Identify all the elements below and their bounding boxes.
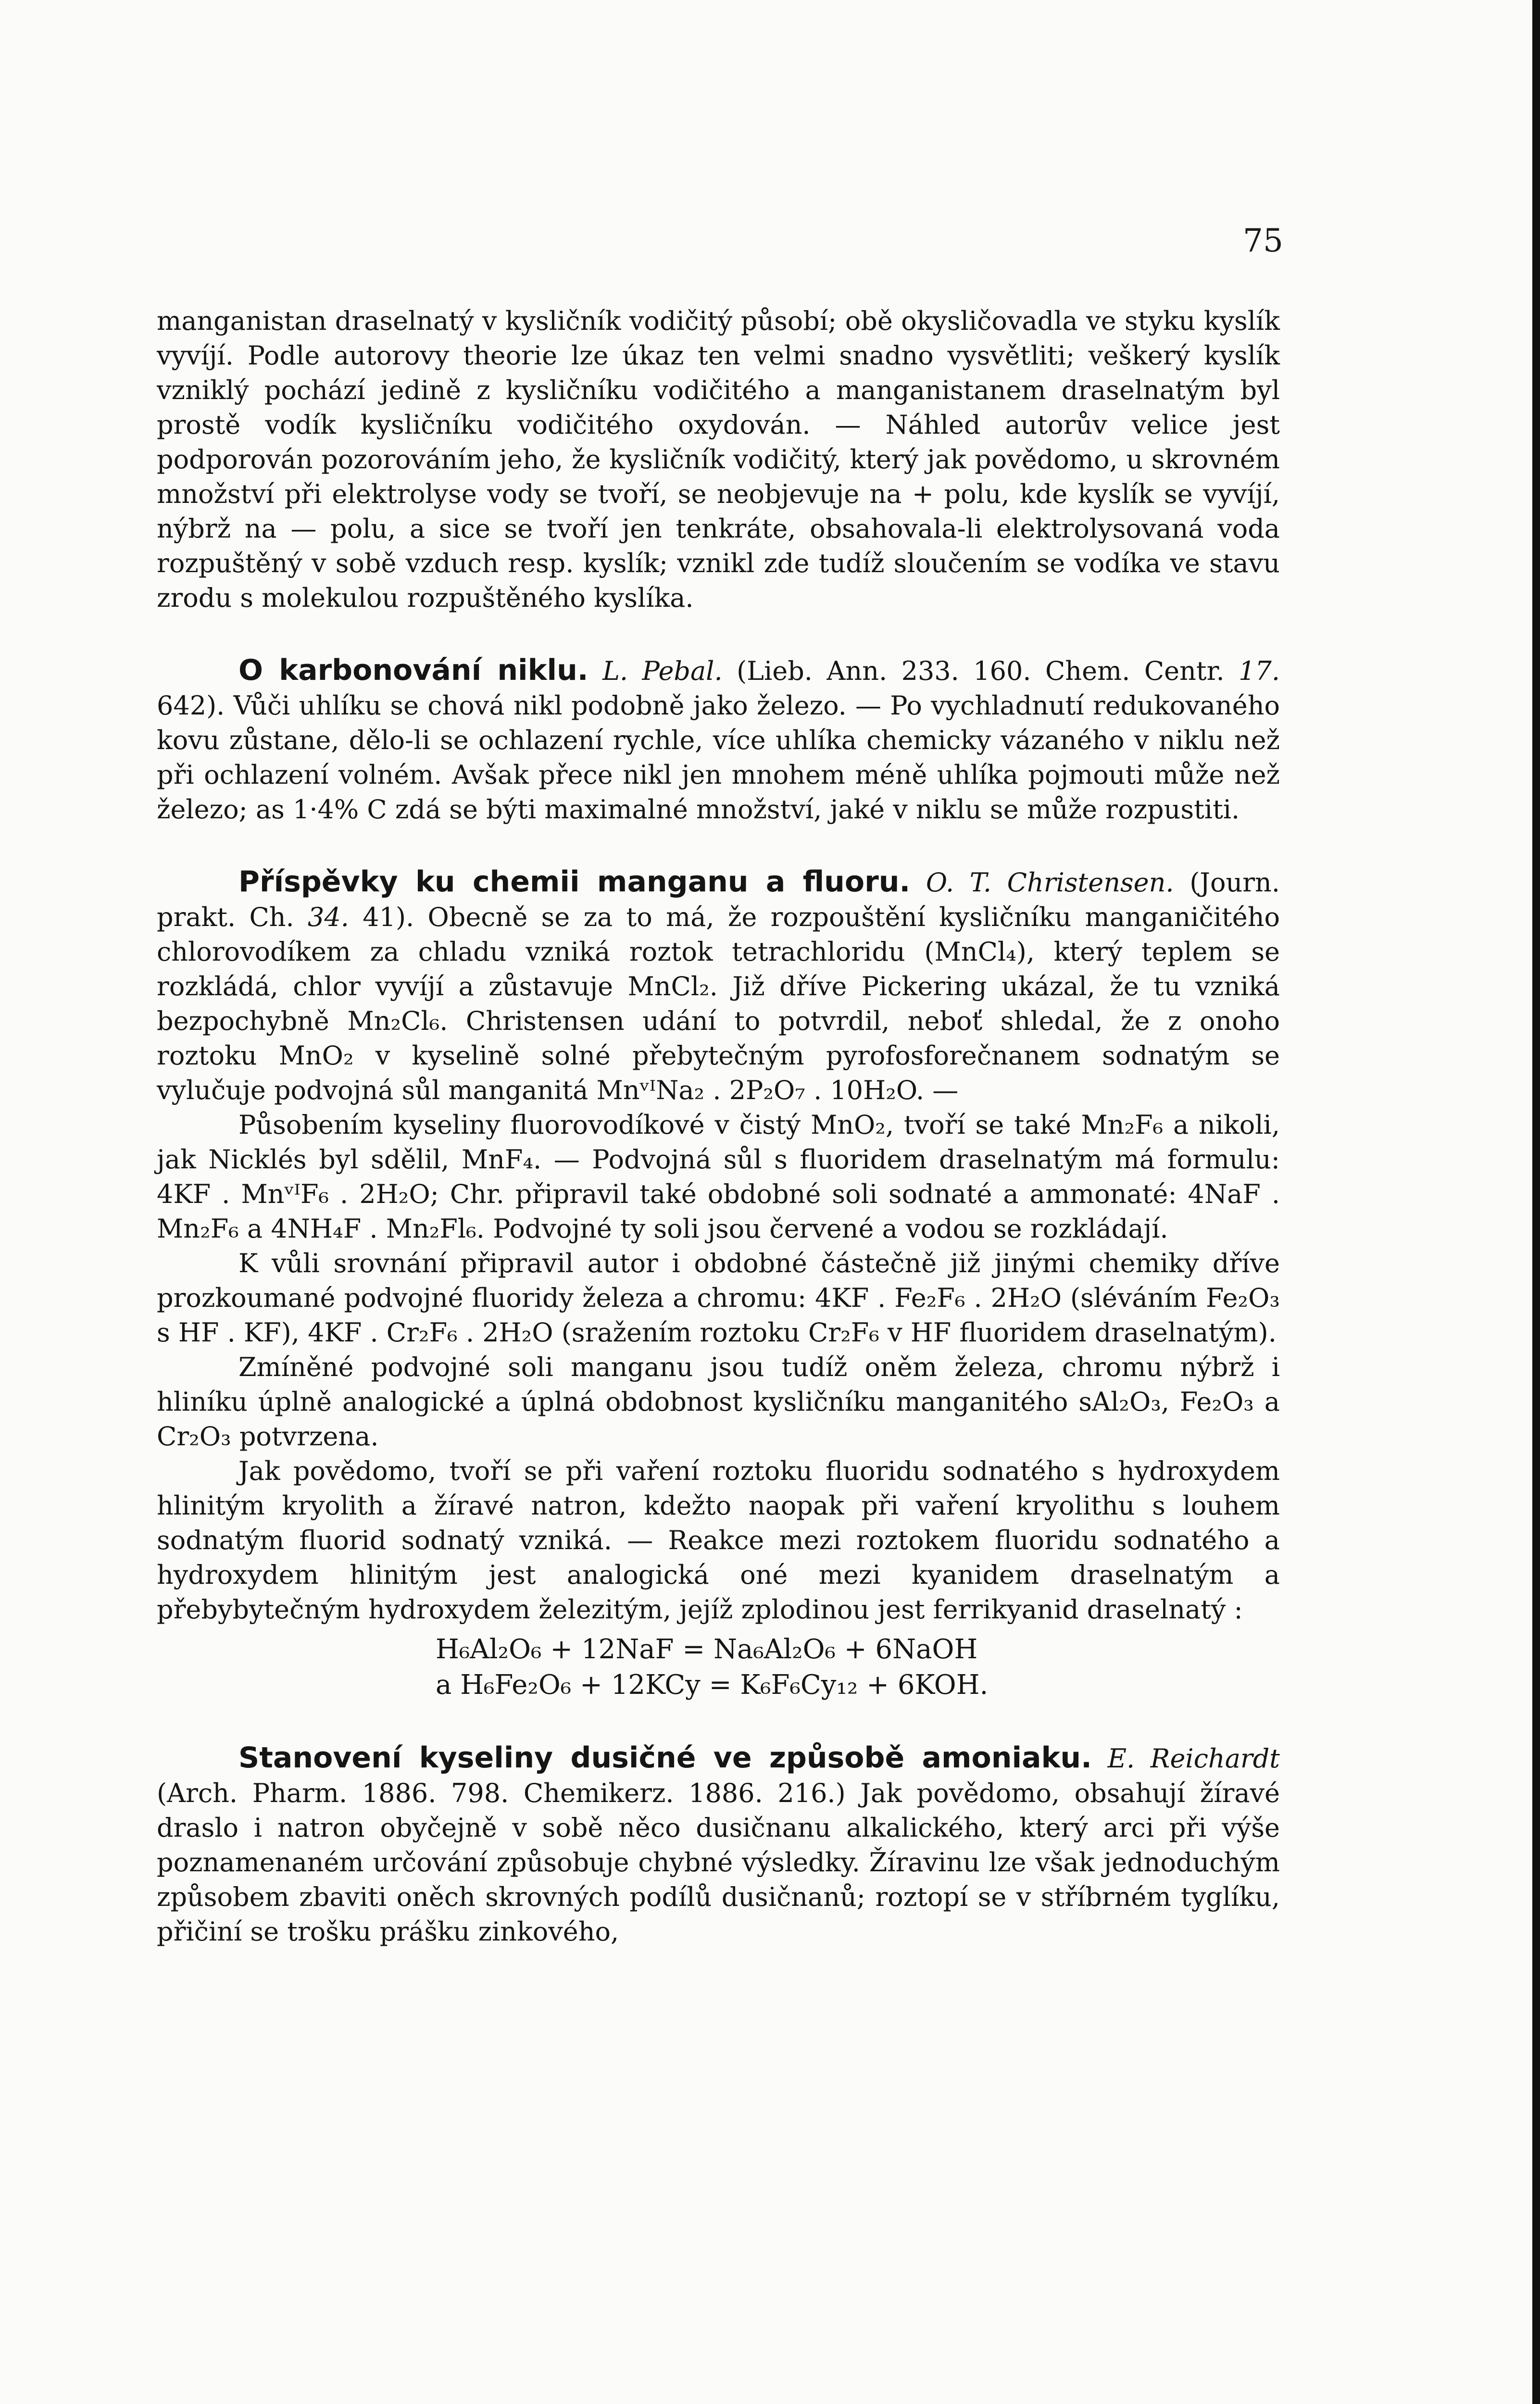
article-manganese-p2: Působením kyseliny fluorovodíkové v čistý MnO₂, tvoří se také Mn₂F₆ a nikoli, jak Nicklés byl sdělil, MnF₄. — Podvojná sůl s fluoridem draselnatým má formulu: 4KF . MnᵛᴵF₆ . 2H₂O; Chr. připravil také obdobné soli sodnaté a ammonaté: 4NaF . Mn₂F₆ a 4NH₄F . Mn₂Fl₆. Podvojné ty soli jsou červené a vodou se rozkládají. [157, 1110, 1280, 1244]
article-nickel-author: L. Pebal. [602, 656, 723, 686]
article-manganese-author: O. T. Christensen. [926, 867, 1174, 898]
article-nickel-citation-b: 642). [157, 690, 225, 721]
equation-1: H₆Al₂O₆ + 12NaF = Na₆Al₂O₆ + 6NaOH [436, 1634, 978, 1665]
article-nitric [157, 1740, 1280, 1949]
article-nickel-citation-volume: 17. [1239, 656, 1280, 686]
article-manganese-p5: Jak povědomo, tvoří se při vaření roztoku fluoridu sodnatého s hydroxydem hlinitým kryolith a žíravé natron, kdežto naopak při vaření kryolithu s louhem sodnatým fluorid sodnatý vzniká. — Reakce mezi roztokem fluoridu sodnatého a hydroxydem hlinitým jest analogická oné mezi kyanidem draselnatým a přebybytečným hydroxydem železitým, jejíž zplodinou jest ferrikyanid draselnatý : [157, 1456, 1280, 1625]
page-number: 75 [1243, 222, 1283, 259]
article-manganese-p4: Zmíněné podvojné soli manganu jsou tudíž oněm železa, chromu nýbrž i hliníku úplně analogické a úplná obdobnost kysličníku manganitého sAl₂O₃, Fe₂O₃ a Cr₂O₃ potvrzena. [157, 1352, 1280, 1452]
article-nitric-title: Stanovení kyseliny dusičné ve způsobě amoniaku. [238, 1741, 1092, 1775]
text-column [157, 304, 1280, 1949]
article-nickel-body: Vůči uhlíku se chová nikl podobně jako železo. — Po vychladnutí redukovaného kovu zůstane, dělo-li se ochlazení rychle, více uhlíka chemicky vázaného v niklu než při ochlazení volném. Avšak přece nikl jen mnohem méně uhlíka pojmouti může než železo; as 1·4% C zdá se býti maximalné množství, jaké v niklu se může rozpustiti. [157, 690, 1280, 825]
equation-2: a H₆Fe₂O₆ + 12KCy = K₆F₆Cy₁₂ + 6KOH. [436, 1669, 989, 1701]
article-manganese-title: Příspěvky ku chemii manganu a fluoru. [238, 865, 911, 899]
article-nickel [157, 653, 1280, 827]
equations [436, 1632, 1280, 1703]
article-manganese-p3: K vůli srovnání připravil autor i obdobné částečně již jinými chemiky dříve prozkoumané podvojné fluoridy železa a chromu: 4KF . Fe₂F₆ . 2H₂O (sléváním Fe₂O₃ s HF . KF), 4KF . Cr₂F₆ . 2H₂O (sražením roztoku Cr₂F₆ v HF fluoridem draselnatým). [157, 1248, 1280, 1348]
article-manganese-citation-b: 41). [363, 902, 414, 932]
article-manganese-citation-a: (Journ. prakt. Ch. [157, 867, 1280, 932]
article-manganese-citation-volume: 34. [308, 902, 349, 932]
article-nitric-author: E. Reichardt [1107, 1743, 1280, 1774]
article-manganese [157, 864, 1280, 1108]
scan-edge [1532, 0, 1540, 2404]
intro-paragraph: manganistan draselnatý v kysličník vodičitý působí; obě okysličovadla ve styku kyslík vyvíjí. Podle autorovy theorie lze úkaz ten velmi snadno vysvětliti; veškerý kyslík vzniklý pochází jedině z kysličníku vodičitého a manganistanem draselnatým byl prostě vodík kysličníku vodičitého oxydován. — Náhled autorův velice jest podporován pozorováním jeho, že kysličník vodičitý, který jak povědomo, u skrovném množství při elektrolyse vody se tvoří, se neobjevuje na + polu, kde kyslík se vyvíjí, nýbrž na — polu, a sice se tvoří jen tenkráte, obsahovala-li elektrolysovaná voda rozpuštěný v sobě vzduch resp. kyslík; vznikl zde tudíž sloučením se vodíka ve stavu zrodu s molekulou rozpuštěného kyslíka. [157, 306, 1280, 613]
article-manganese-p1: Obecně se za to má, že rozpouštění kysličníku manganičitého chlorovodíkem za chladu vzniká roztok tetrachloridu (MnCl₄), který teplem se rozkládá, chlor vyvíjí a zůstavuje MnCl₂. Již dříve Pickering ukázal, že tu vzniká bezpochybně Mn₂Cl₆. Christensen udání to potvrdil, neboť shledal, že z onoho roztoku MnO₂ v kyselině solné přebytečným pyrofosforečnanem sodnatým se vylučuje podvojná sůl manganitá MnᵛᴵNa₂ . 2P₂O₇ . 10H₂O. — [157, 902, 1280, 1105]
article-nickel-citation-a: (Lieb. Ann. 233. 160. Chem. Centr. [737, 656, 1225, 686]
article-nickel-title: O karbonování niklu. [238, 653, 588, 687]
article-nitric-body: Jak povědomo, obsahují žíravé draslo i natron obyčejně v sobě něco dusičnanu alkalického, který arci při výše poznamenaném určování způsobuje chybné výsledky. Žíravinu lze však jednoduchým způsobem zbaviti oněch skrovných podílů dusičnanů; roztopí se v stříbrném tyglíku, přičiní se trošku prášku zinkového, [157, 1778, 1280, 1947]
article-nitric-citation: (Arch. Pharm. 1886. 798. Chemikerz. 1886. 216.) [157, 1778, 846, 1808]
